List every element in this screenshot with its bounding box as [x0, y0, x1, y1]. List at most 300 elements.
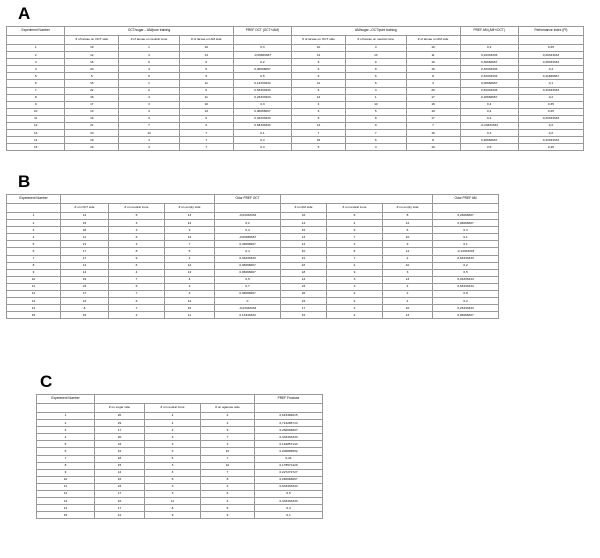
- panel-b-table: [6, 194, 499, 319]
- table-row: [7, 144, 584, 151]
- table-cell: 0,28333333: [518, 59, 583, 66]
- table-cell: 0,43333333: [518, 137, 583, 144]
- table-cell: 3: [7, 59, 65, 66]
- table-cell: 7: [345, 130, 406, 137]
- table-row: [7, 305, 499, 312]
- table-cell: 7: [201, 455, 255, 462]
- table-cell: 0,5: [460, 144, 518, 151]
- column-header: [7, 36, 65, 45]
- table-cell: 6: [345, 73, 406, 80]
- table-cell: 17: [61, 255, 109, 262]
- table-cell: 26: [281, 291, 327, 298]
- table-cell: 13: [383, 312, 433, 319]
- table-cell: 13: [281, 234, 327, 241]
- table-cell: 11: [7, 283, 61, 290]
- column-header: # of larvae on neutral zone: [345, 36, 406, 45]
- table-cell: 6: [327, 213, 383, 220]
- table-cell: 14: [292, 52, 346, 59]
- panel-c-body: [37, 413, 323, 519]
- table-cell: 12: [292, 94, 346, 101]
- table-cell: 16: [95, 476, 145, 483]
- table-cell: 8: [201, 476, 255, 483]
- column-header: [7, 204, 61, 213]
- table-cell: 6: [7, 80, 65, 87]
- table-cell: 0,2: [433, 262, 499, 269]
- table-cell: 0,4: [233, 137, 291, 144]
- table-cell: 20: [95, 413, 145, 420]
- table-cell: 3: [327, 241, 383, 248]
- table-cell: 0,633333333: [255, 483, 323, 490]
- table-cell: 4: [165, 255, 215, 262]
- panel-a-table: [6, 26, 584, 151]
- table-cell: 4: [145, 427, 201, 434]
- table-cell: 0,06666667: [233, 108, 291, 115]
- table-cell: 19: [406, 108, 460, 115]
- table-cell: 13: [119, 130, 180, 137]
- table-cell: 15: [65, 80, 119, 87]
- column-header: # on sugar side: [95, 404, 145, 413]
- table-cell: 11: [179, 80, 233, 87]
- table-cell: 5: [65, 73, 119, 80]
- table-row: [37, 512, 323, 519]
- table-cell: 3: [327, 283, 383, 290]
- table-cell: 16: [406, 59, 460, 66]
- table-cell: 10: [201, 462, 255, 469]
- table-cell: 9: [7, 101, 65, 108]
- table-row: [7, 262, 499, 269]
- table-cell: 2: [383, 291, 433, 298]
- table-cell: 6: [37, 448, 95, 455]
- table-cell: 8: [145, 505, 201, 512]
- table-cell: 2: [7, 52, 65, 59]
- table-row: [7, 298, 499, 305]
- table-row: [7, 130, 584, 137]
- table-cell: 3: [145, 483, 201, 490]
- table-cell: 16: [406, 101, 460, 108]
- table-cell: 12: [61, 298, 109, 305]
- table-cell: 2: [327, 298, 383, 305]
- table-cell: 0,2: [460, 45, 518, 52]
- table-row: [37, 476, 323, 483]
- table-cell: 2: [179, 123, 233, 130]
- table-cell: 0,33333333: [460, 73, 518, 80]
- table-cell: 10: [383, 262, 433, 269]
- table-cell: 16: [281, 213, 327, 220]
- table-cell: 4: [109, 269, 165, 276]
- panel-c: [36, 372, 323, 519]
- column-header: [255, 404, 323, 413]
- table-cell: 6: [201, 491, 255, 498]
- table-cell: 0,46666667: [215, 241, 281, 248]
- table-cell: 1: [7, 213, 61, 220]
- table-cell: 0,06666667: [433, 220, 499, 227]
- table-cell: 12: [165, 220, 215, 227]
- table-cell: 3: [119, 101, 180, 108]
- table-cell: 16: [406, 45, 460, 52]
- table-cell: 0,63333333: [433, 255, 499, 262]
- table-cell: 1: [119, 80, 180, 87]
- table-cell: 0,5: [233, 73, 291, 80]
- table-cell: 0,26333333: [518, 52, 583, 59]
- table-cell: 7: [406, 123, 460, 130]
- table-cell: 11: [37, 483, 95, 490]
- table-cell: 3: [406, 80, 460, 87]
- table-cell: 6: [109, 262, 165, 269]
- table-cell: 0,4: [215, 248, 281, 255]
- panel-b: [6, 172, 499, 319]
- table-cell: 5: [7, 241, 61, 248]
- table-cell: 5: [292, 115, 346, 122]
- table-cell: 3: [119, 108, 180, 115]
- table-cell: 6: [109, 298, 165, 305]
- table-cell: 0,23333333: [233, 94, 291, 101]
- table-cell: 18: [281, 269, 327, 276]
- table-cell: -0,13333333: [433, 248, 499, 255]
- table-cell: 9: [383, 241, 433, 248]
- table-row: [7, 45, 584, 52]
- table-cell: 11: [7, 115, 65, 122]
- table-cell: 7: [292, 130, 346, 137]
- table-cell: 3: [145, 462, 201, 469]
- column-header: # on neutral zone: [145, 404, 201, 413]
- table-cell: 19: [61, 276, 109, 283]
- column-header: # on empty side: [383, 204, 433, 213]
- table-cell: 4: [7, 66, 65, 73]
- column-header: # on AM side: [281, 204, 327, 213]
- table-cell: 0,266666667: [255, 476, 323, 483]
- table-cell: 12: [61, 213, 109, 220]
- table-cell: 6: [292, 66, 346, 73]
- panel-b-group-header-row: [7, 195, 499, 204]
- table-cell: 0: [215, 298, 281, 305]
- table-cell: 2: [327, 291, 383, 298]
- table-cell: 4: [165, 276, 215, 283]
- table-cell: 0,23333333: [518, 115, 583, 122]
- table-cell: 20: [65, 66, 119, 73]
- table-cell: 15: [281, 227, 327, 234]
- table-row: [7, 115, 584, 122]
- column-header: # of larvae on AM side: [406, 36, 460, 45]
- column-header: # on agarose side: [201, 404, 255, 413]
- table-cell: 6: [7, 248, 61, 255]
- table-row: [7, 241, 499, 248]
- table-cell: 3: [37, 427, 95, 434]
- table-cell: 5: [109, 283, 165, 290]
- table-cell: 1: [37, 413, 95, 420]
- table-cell: 6: [383, 227, 433, 234]
- table-cell: 0,26666667: [433, 213, 499, 220]
- group-header: Performance Index (PI): [518, 27, 583, 36]
- table-cell: 7: [179, 137, 233, 144]
- table-cell: 14: [7, 137, 65, 144]
- table-cell: 2: [327, 312, 383, 319]
- table-cell: 13: [7, 130, 65, 137]
- table-cell: 0,4: [460, 115, 518, 122]
- table-cell: 13: [7, 298, 61, 305]
- table-cell: 5: [179, 73, 233, 80]
- table-cell: 0,433333333: [255, 434, 323, 441]
- table-row: [7, 137, 584, 144]
- table-cell: 0,1: [433, 234, 499, 241]
- table-cell: 23: [281, 283, 327, 290]
- table-row: [7, 276, 499, 283]
- table-cell: 0,2: [233, 59, 291, 66]
- table-cell: 15: [61, 312, 109, 319]
- table-cell: 9: [345, 59, 406, 66]
- column-header: # on neutral zone: [327, 204, 383, 213]
- table-cell: 0,2: [518, 130, 583, 137]
- table-row: [7, 52, 584, 59]
- table-cell: 0,206896552: [255, 448, 323, 455]
- table-cell: 12: [165, 262, 215, 269]
- table-row: [7, 312, 499, 319]
- table-cell: 16: [406, 130, 460, 137]
- group-header: Experiment Number: [37, 395, 95, 404]
- table-cell: 8: [7, 262, 61, 269]
- table-cell: 20: [406, 87, 460, 94]
- table-cell: 7: [165, 241, 215, 248]
- table-cell: 0,43333333: [518, 87, 583, 94]
- table-cell: 8: [406, 137, 460, 144]
- table-cell: 3: [327, 276, 383, 283]
- table-row: [37, 505, 323, 512]
- table-cell: 10: [345, 101, 406, 108]
- table-cell: 4: [383, 283, 433, 290]
- table-cell: 0,16666667: [460, 94, 518, 101]
- table-cell: 18: [61, 227, 109, 234]
- column-header: [215, 204, 281, 213]
- table-cell: 0,2: [518, 123, 583, 130]
- table-cell: 17: [61, 291, 109, 298]
- group-header-blank: [95, 395, 255, 404]
- group-header: PREF Fructose: [255, 395, 323, 404]
- table-cell: 9: [145, 512, 201, 519]
- group-header-blank: [281, 195, 433, 204]
- table-row: [7, 269, 499, 276]
- table-cell: 9: [179, 115, 233, 122]
- table-row: [37, 498, 323, 505]
- panel-b-body: [7, 213, 499, 319]
- table-cell: 7: [7, 255, 61, 262]
- table-row: [7, 291, 499, 298]
- table-cell: 8: [345, 115, 406, 122]
- table-cell: 4: [201, 483, 255, 490]
- table-cell: 0,24: [255, 455, 323, 462]
- table-cell: 5: [145, 455, 201, 462]
- table-cell: 4: [109, 312, 165, 319]
- table-cell: 9: [201, 512, 255, 519]
- table-row: [37, 413, 323, 420]
- table-cell: 2: [119, 87, 180, 94]
- column-header: [37, 404, 95, 413]
- table-cell: 0,1: [433, 241, 499, 248]
- table-cell: 7: [109, 305, 165, 312]
- table-cell: 15: [281, 312, 327, 319]
- table-row: [7, 234, 499, 241]
- table-row: [7, 213, 499, 220]
- table-cell: 15: [7, 312, 61, 319]
- table-cell: 0,7: [215, 283, 281, 290]
- table-row: [37, 491, 323, 498]
- table-cell: 6: [179, 66, 233, 73]
- table-cell: 14: [61, 262, 109, 269]
- table-cell: 5: [37, 441, 95, 448]
- table-cell: 0,4: [460, 101, 518, 108]
- table-cell: 0,25: [518, 108, 583, 115]
- table-cell: 0,13333333: [215, 312, 281, 319]
- table-cell: 12: [165, 269, 215, 276]
- table-cell: 0,06666667: [215, 262, 281, 269]
- table-cell: 0,13333333: [233, 80, 291, 87]
- table-cell: 16: [281, 262, 327, 269]
- table-cell: 10: [7, 108, 65, 115]
- table-cell: 0,23333333: [433, 305, 499, 312]
- table-cell: 14: [7, 305, 61, 312]
- table-cell: 2: [145, 413, 201, 420]
- panel-c-group-header-row: [37, 395, 323, 404]
- table-cell: 12: [7, 123, 65, 130]
- table-cell: 15: [95, 462, 145, 469]
- table-cell: 6: [145, 476, 201, 483]
- table-cell: 13: [65, 108, 119, 115]
- table-cell: 7: [201, 469, 255, 476]
- table-cell: 0,5: [255, 491, 323, 498]
- column-header: # of larvae on OCT side: [65, 36, 119, 45]
- table-cell: 5: [165, 248, 215, 255]
- table-cell: 20: [95, 434, 145, 441]
- table-cell: 1: [119, 45, 180, 52]
- table-row: [7, 73, 584, 80]
- table-cell: 0,2: [518, 94, 583, 101]
- table-cell: 17: [281, 305, 327, 312]
- table-cell: 0,3: [433, 227, 499, 234]
- table-cell: 10: [65, 130, 119, 137]
- table-cell: 5: [119, 73, 180, 80]
- table-cell: 14: [61, 269, 109, 276]
- table-row: [7, 94, 584, 101]
- table-cell: 19: [65, 115, 119, 122]
- table-cell: 6: [292, 108, 346, 115]
- table-cell: 4: [292, 101, 346, 108]
- group-header: Experiment Number: [7, 27, 65, 36]
- table-cell: 4: [345, 144, 406, 151]
- table-row: [37, 427, 323, 434]
- table-cell: 23: [95, 483, 145, 490]
- group-header: Odor PREF OCT: [215, 195, 281, 204]
- table-row: [7, 220, 499, 227]
- table-cell: 15: [61, 220, 109, 227]
- table-cell: 8: [7, 94, 65, 101]
- table-cell: 7: [179, 144, 233, 151]
- table-cell: 21: [65, 123, 119, 130]
- table-cell: 4: [119, 144, 180, 151]
- table-cell: 11: [292, 80, 346, 87]
- table-cell: 0,227272727: [255, 469, 323, 476]
- table-cell: 10: [383, 234, 433, 241]
- table-cell: 2: [37, 420, 95, 427]
- table-cell: 3: [145, 441, 201, 448]
- table-cell: 10: [201, 448, 255, 455]
- table-cell: 0,36666667: [460, 59, 518, 66]
- table-cell: 4: [345, 45, 406, 52]
- table-cell: 5: [345, 108, 406, 115]
- panel-a-subheader-row: [7, 36, 584, 45]
- table-cell: 4: [119, 94, 180, 101]
- table-cell: 12: [95, 512, 145, 519]
- panel-a-group-header-row: [7, 27, 584, 36]
- table-cell: 12: [7, 291, 61, 298]
- table-cell: 2: [109, 241, 165, 248]
- table-cell: 5: [7, 73, 65, 80]
- table-cell: 3: [201, 498, 255, 505]
- table-cell: 3: [201, 441, 255, 448]
- table-cell: 7: [327, 255, 383, 262]
- table-cell: 8: [345, 66, 406, 73]
- table-cell: 23: [61, 283, 109, 290]
- table-cell: 7: [179, 130, 233, 137]
- table-cell: 0,06666667: [215, 269, 281, 276]
- table-row: [37, 483, 323, 490]
- table-cell: 11: [165, 312, 215, 319]
- table-cell: 0,5: [433, 269, 499, 276]
- table-cell: 9: [165, 227, 215, 234]
- group-header: PREF AM (AM+/OCT): [460, 27, 518, 36]
- table-cell: 0,63333333: [233, 123, 291, 130]
- table-cell: -0,03333333: [215, 213, 281, 220]
- table-cell: 3: [383, 269, 433, 276]
- panel-b-letter: B: [18, 172, 31, 191]
- table-cell: 14: [292, 123, 346, 130]
- table-cell: 19: [65, 137, 119, 144]
- table-row: [37, 448, 323, 455]
- column-header: # of larvae on AM side: [179, 36, 233, 45]
- table-cell: 0,5: [215, 276, 281, 283]
- table-cell: 11: [61, 234, 109, 241]
- table-cell: 0,53333333: [460, 87, 518, 94]
- table-cell: 14: [37, 505, 95, 512]
- table-cell: 9: [327, 227, 383, 234]
- column-header: # of larvae on OCT side: [292, 36, 346, 45]
- table-cell: 11: [179, 94, 233, 101]
- table-cell: 24: [281, 298, 327, 305]
- table-cell: 9: [37, 469, 95, 476]
- table-cell: 3: [145, 491, 201, 498]
- table-cell: 15: [7, 144, 65, 151]
- table-cell: 14: [179, 108, 233, 115]
- table-cell: 18: [95, 455, 145, 462]
- table-cell: 11: [145, 498, 201, 505]
- table-cell: 1: [7, 45, 65, 52]
- table-cell: 6: [119, 59, 180, 66]
- table-cell: 19: [65, 144, 119, 151]
- table-cell: 0,615384615: [255, 413, 323, 420]
- table-cell: 21: [281, 255, 327, 262]
- table-cell: 14: [383, 248, 433, 255]
- table-cell: 3: [145, 434, 201, 441]
- table-cell: 19: [406, 144, 460, 151]
- table-row: [37, 469, 323, 476]
- table-cell: 0,2: [215, 220, 281, 227]
- table-cell: 2: [7, 220, 61, 227]
- table-cell: 0,142857143: [255, 441, 323, 448]
- panel-a-letter: A: [18, 4, 31, 23]
- table-cell: 17: [65, 101, 119, 108]
- table-cell: 9: [179, 59, 233, 66]
- table-cell: 0,3: [233, 101, 291, 108]
- table-cell: 16: [292, 137, 346, 144]
- table-cell: 8: [61, 305, 109, 312]
- panel-a: [6, 4, 584, 151]
